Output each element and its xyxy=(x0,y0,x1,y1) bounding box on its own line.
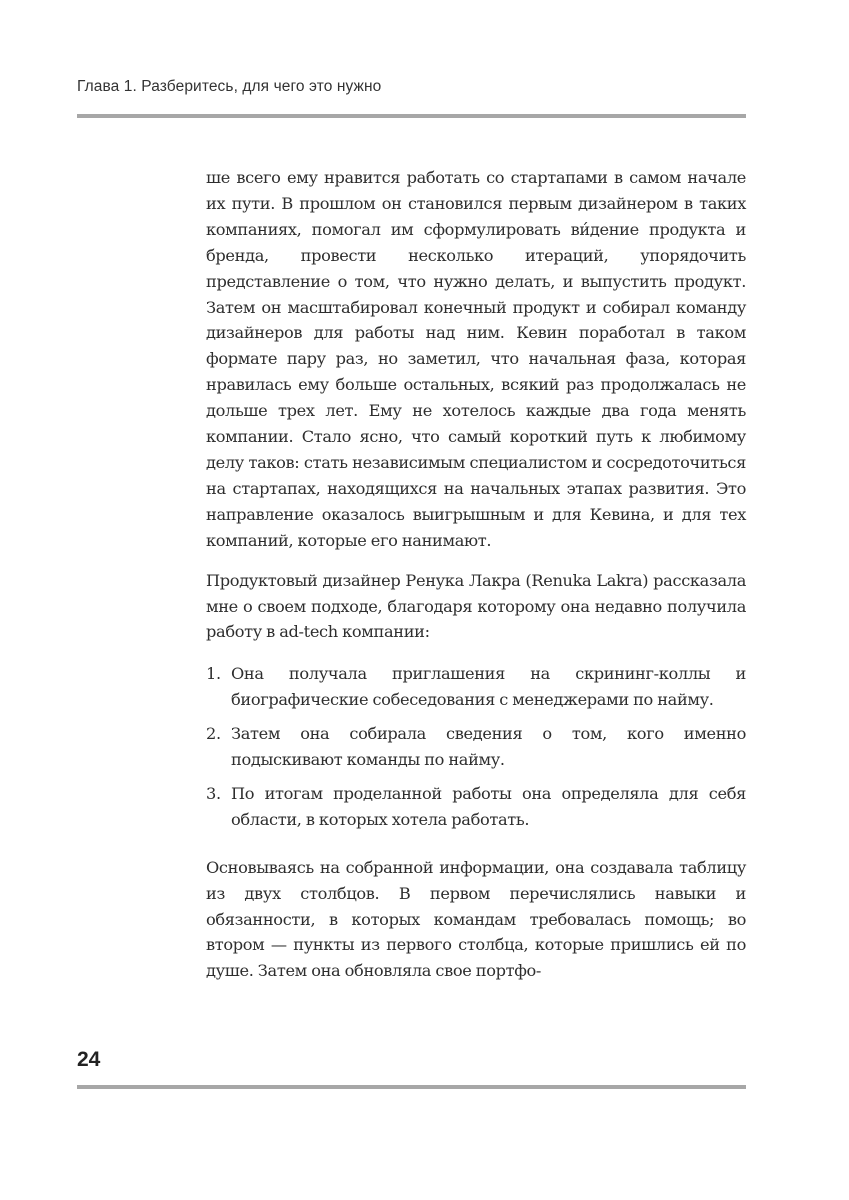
paragraph: Основываясь на собранной информации, она создавала таблицу из двух столбцов. В первом перечислялись навыки и обязанности, в которых командам требовалась помощь; во втором — пункты из первого столбца, которые пришлись ей по душе. Затем она обновляла свое портфо- xyxy=(206,857,746,981)
paragraph: Продуктовый дизайнер Ренука Лакра (Renuka Lakra) рассказала мне о своем подходе, благодаря которому она недавно получила работу в ad-tech компании: xyxy=(206,570,746,642)
numbered-list xyxy=(206,661,746,832)
list-item xyxy=(206,721,746,773)
paragraph: ше всего ему нравится работать со стартапами в самом начале их пути. В прошлом он становился первым дизайнером в таких компаниях, помогал им сформулировать ви́дение продукта и бренда, провести несколько итераций, упорядочить представление о том, что нужно делать, и выпустить продукт. Затем он масштабировал конечный продукт и собирал команду дизайнеров для работы над ним. Кевин поработал в таком формате пару раз, но заметил, что начальная фаза, которая нравилась ему больше остальных, всякий раз продолжалась не дольше трех лет. Ему не хотелось каждые два года менять компании. Стало ясно, что самый короткий путь к любимому делу таков: стать независимым специалистом и сосредоточиться на стартапах, находящихся на начальных этапах развития. Это направление оказалось выигрышным и для Кевина, и для тех компаний, которые его нанимают. xyxy=(206,168,746,550)
running-head: Глава 1. Разберитесь, для чего это нужно xyxy=(77,78,382,95)
page-number: 24 xyxy=(77,1048,101,1071)
list-item-text: Затем она собирала сведения о том, кого именно подыскивают команды по найму. xyxy=(231,724,746,770)
header-rule xyxy=(77,114,746,118)
page-body xyxy=(206,165,746,984)
list-item-number: 2. xyxy=(206,724,221,744)
list-item xyxy=(206,661,746,713)
footer-rule xyxy=(77,1085,746,1089)
list-item-text: Она получала приглашения на скрининг-коллы и биографические собеседования с менеджерами по найму. xyxy=(231,664,746,710)
list-item xyxy=(206,781,746,833)
list-item-number: 3. xyxy=(206,783,221,803)
list-item-text: По итогам проделанной работы она определяла для себя области, в которых хотела работать. xyxy=(231,783,746,829)
list-item-number: 1. xyxy=(206,664,221,684)
